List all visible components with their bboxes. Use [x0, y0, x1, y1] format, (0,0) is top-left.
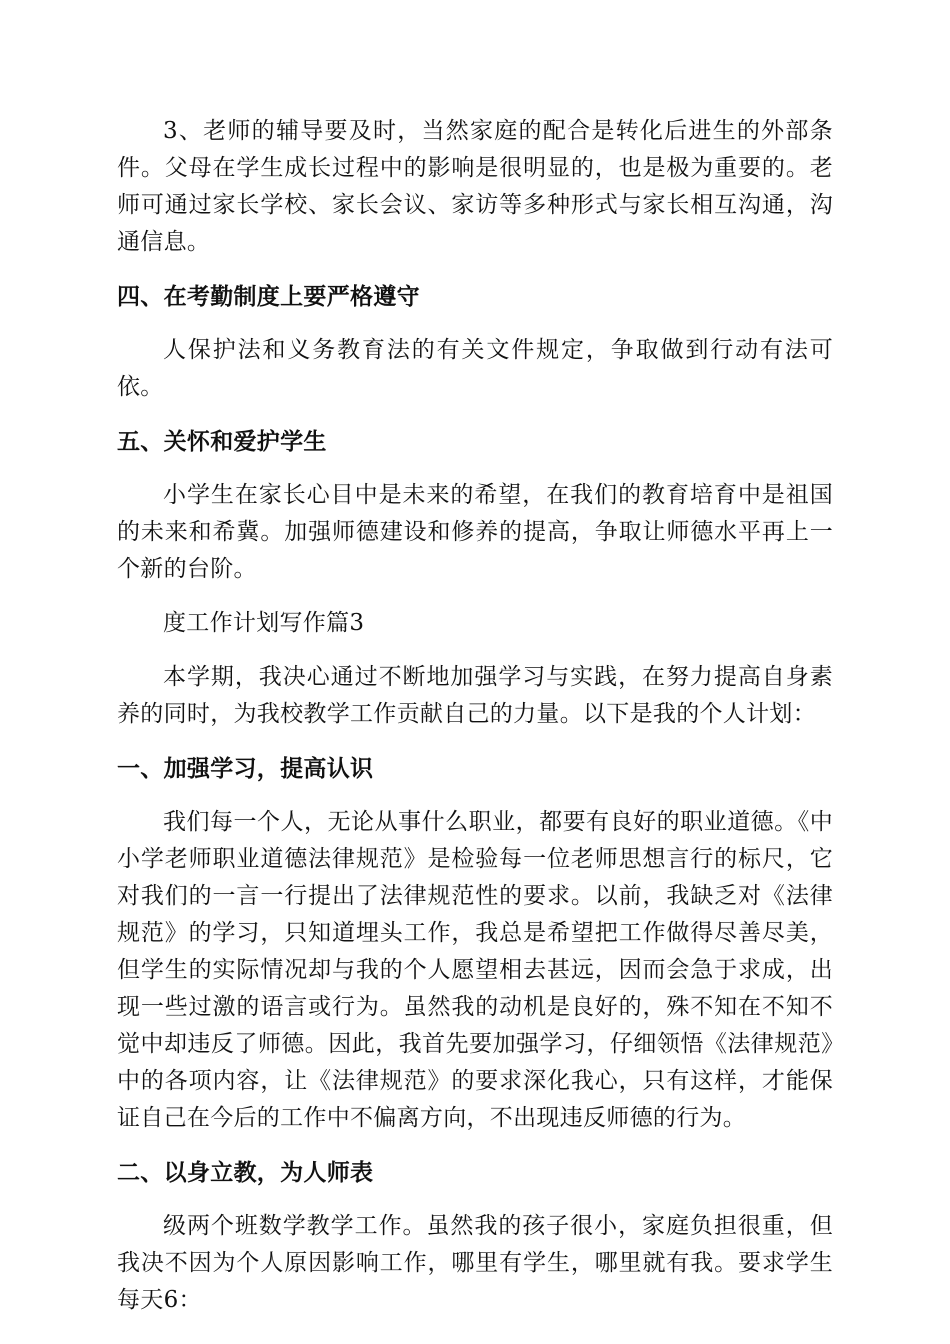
document-body	[117, 113, 833, 1336]
paragraph-students-hope: 小学生在家长心目中是未来的希望，在我们的教育培育中是祖国的未来和希冀。加强师德建设和修养的提高，争取让师德水平再上一个新的台阶。	[117, 482, 833, 582]
paragraph-professional-ethics: 我们每一个人，无论从事什么职业，都要有良好的职业道德。《中小学老师职业道德法律规范》是检验每一位老师思想言行的标尺，它对我们的一言一行提出了法律规范性的要求。以前，我缺乏对《法律规范》的学习，只知道埋头工作，我总是希望把工作做得尽善尽美，但学生的实际情况却与我的个人愿望相去甚远，因而会急于求成，出现一些过激的语言或行为。虽然我的动机是良好的，殊不知在不知不觉中却违反了师德。因此，我首先要加强学习，仔细领悟《法律规范》中的各项内容，让《法律规范》的要求深化我心，只有这样，才能保证自己在今后的工作中不偏离方向，不出现违反师德的行为。	[117, 809, 833, 1131]
paragraph-law-compliance: 人保护法和义务教育法的有关文件规定，争取做到行动有法可依。	[117, 337, 833, 400]
section-title-plan-3: 度工作计划写作篇3	[163, 610, 365, 636]
paragraph-math-teaching: 级两个班数学教学工作。虽然我的孩子很小，家庭负担很重，但我决不因为个人原因影响工作，哪里有学生，哪里就有我。要求学生每天6：	[117, 1213, 833, 1313]
heading-lead-by-example: 二、以身立教，为人师表	[117, 1159, 374, 1186]
heading-attendance: 四、在考勤制度上要严格遵守	[117, 283, 420, 310]
paragraph-family-cooperation: 3、老师的辅导要及时，当然家庭的配合是转化后进生的外部条件。父母在学生成长过程中的影响是很明显的，也是极为重要的。老师可通过家长学校、家长会议、家访等多种形式与家长相互沟通，沟通信息。	[117, 118, 833, 255]
paragraph-semester-intro: 本学期，我决心通过不断地加强学习与实践，在努力提高自身素养的同时，为我校教学工作贡献自己的力量。以下是我的个人计划：	[117, 664, 833, 727]
heading-care-for-students: 五、关怀和爱护学生	[117, 428, 327, 455]
heading-strengthen-learning: 一、加强学习，提高认识	[117, 755, 374, 782]
